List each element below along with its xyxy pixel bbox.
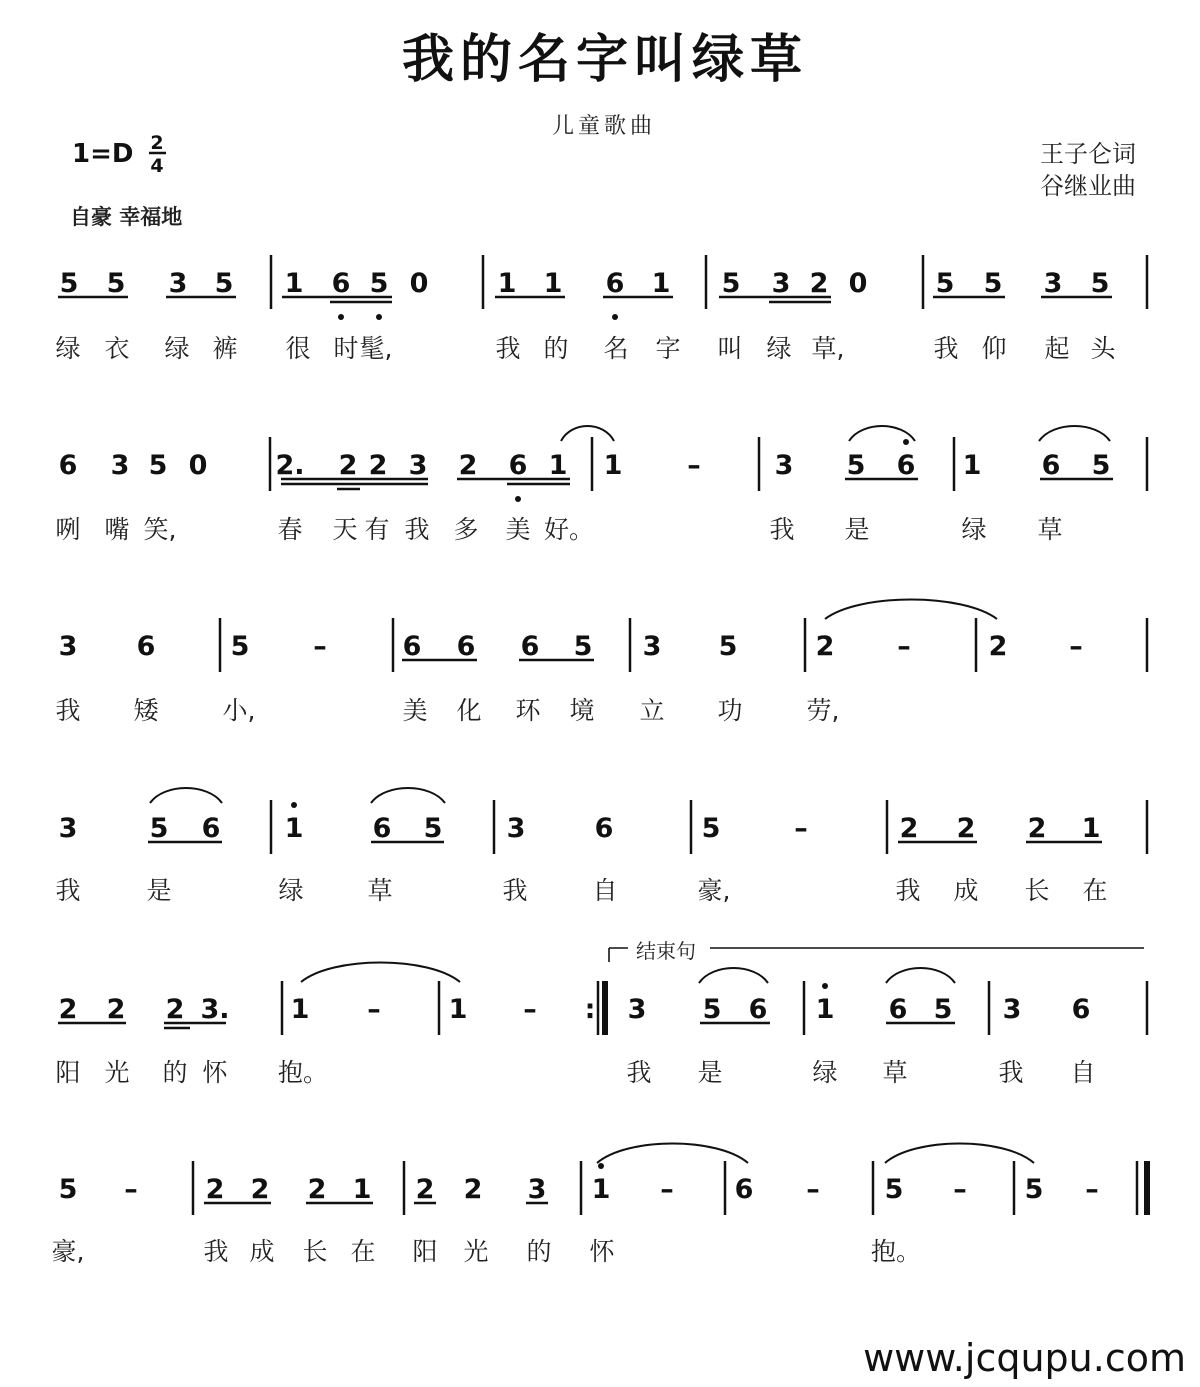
note: 2 xyxy=(368,450,388,481)
tempo-marking: 自豪 幸福地 xyxy=(70,205,183,229)
note: 5 xyxy=(702,994,722,1025)
lyric-char: 嘴 xyxy=(104,515,130,544)
octave-dot xyxy=(612,314,618,320)
note: 3 xyxy=(1002,994,1022,1025)
note-dash: – xyxy=(1069,631,1083,662)
lyric-char: 春 xyxy=(277,515,303,544)
note: 0 xyxy=(188,450,208,481)
note: 6 xyxy=(58,450,78,481)
note: 2 xyxy=(338,450,358,481)
lyric-char: 我 xyxy=(495,334,521,363)
note: 5 xyxy=(58,1174,78,1205)
note: 6 xyxy=(896,450,916,481)
note: 2 xyxy=(815,631,835,662)
lyric-char: 怀 xyxy=(589,1237,615,1266)
note-dash: – xyxy=(806,1174,820,1205)
note: 6 xyxy=(136,631,156,662)
lyric-char: 的 xyxy=(526,1237,552,1266)
slur xyxy=(886,968,955,983)
note: 1 xyxy=(548,450,568,481)
lyric-char: 劳, xyxy=(806,696,840,725)
note: 5 xyxy=(721,268,741,299)
lyric-char: 美 xyxy=(402,696,428,725)
lyric-char: 是 xyxy=(844,515,870,544)
octave-dot xyxy=(598,1163,604,1169)
note: 0 xyxy=(409,268,429,299)
note: 3 xyxy=(110,450,130,481)
lyric-char: 怀 xyxy=(202,1058,228,1087)
lyric-char: 立 xyxy=(639,696,665,725)
lyric-char: 多 xyxy=(453,515,479,544)
note: 2 xyxy=(307,1174,327,1205)
lyric-char: 我 xyxy=(55,876,81,905)
lyric-char: 名 xyxy=(603,334,629,363)
note: 6 xyxy=(201,813,221,844)
lyric-char: 是 xyxy=(697,1058,723,1087)
lyric-char: 绿 xyxy=(961,515,987,544)
note: 1 xyxy=(603,450,623,481)
lyric-char: 天 xyxy=(332,515,358,544)
lyric-char: 草, xyxy=(811,334,845,363)
slur xyxy=(301,963,460,983)
note: 3 xyxy=(506,813,526,844)
repeat-sign: : xyxy=(584,994,596,1025)
slur xyxy=(597,1144,748,1164)
note: 1 xyxy=(962,450,982,481)
note: 5 xyxy=(148,450,168,481)
octave-dot xyxy=(376,314,382,320)
slur xyxy=(885,1144,1034,1164)
lyric-char: 草 xyxy=(1037,515,1063,544)
note: 1 xyxy=(543,268,563,299)
ending-label: 结束句 xyxy=(636,939,696,963)
note: 3 xyxy=(771,268,791,299)
lyric-char: 头 xyxy=(1090,334,1116,363)
lyric-char: 抱。 xyxy=(277,1058,329,1087)
lyric-char: 仰 xyxy=(981,334,1007,363)
lyric-char: 时 xyxy=(333,334,359,363)
note: 1 xyxy=(284,268,304,299)
lyric-char: 好。 xyxy=(543,515,595,544)
lyric-char: 字 xyxy=(655,334,681,363)
lyric-char: 绿 xyxy=(766,334,792,363)
octave-dot xyxy=(291,802,297,808)
lyric-char: 绿 xyxy=(278,876,304,905)
lyric-char: 绿 xyxy=(55,334,81,363)
note: 1 xyxy=(284,813,304,844)
note: 5 xyxy=(369,268,389,299)
note: 2 xyxy=(988,631,1008,662)
note: 5 xyxy=(983,268,1003,299)
note: 6 xyxy=(456,631,476,662)
note: 3 xyxy=(642,631,662,662)
system-6 xyxy=(52,1161,1147,1266)
note: 5 xyxy=(846,450,866,481)
lyric-char: 咧 xyxy=(55,515,81,544)
lyric-char: 我 xyxy=(626,1058,652,1087)
note: 5 xyxy=(1091,450,1111,481)
note: 1 xyxy=(591,1174,611,1205)
note: 1 xyxy=(651,268,671,299)
note: 5 xyxy=(59,268,79,299)
song-title: 我的名字叫绿草 xyxy=(401,29,809,90)
lyric-char: 草 xyxy=(882,1058,908,1087)
note: 2 xyxy=(250,1174,270,1205)
note: 1 xyxy=(815,994,835,1025)
octave-dot xyxy=(515,496,521,502)
lyric-char: 境 xyxy=(569,696,595,725)
lyric-char: 的 xyxy=(162,1058,188,1087)
slur xyxy=(561,426,614,441)
note-dash: – xyxy=(660,1174,674,1205)
lyric-char: 阳 xyxy=(412,1237,438,1266)
note-dash: – xyxy=(953,1174,967,1205)
system-2 xyxy=(55,437,1147,544)
lyric-char: 绿 xyxy=(164,334,190,363)
note: 1 xyxy=(1081,813,1101,844)
lyric-char: 我 xyxy=(895,876,921,905)
slur xyxy=(150,788,222,803)
lyric-char: 很 xyxy=(285,334,311,363)
note: 6 xyxy=(331,268,351,299)
note: 2 xyxy=(58,994,78,1025)
lyric-char: 矮 xyxy=(133,696,159,725)
note-dash: – xyxy=(687,450,701,481)
lyric-char: 叫 xyxy=(717,334,743,363)
note: 2 xyxy=(415,1174,435,1205)
octave-dot xyxy=(903,439,909,445)
note: 6 xyxy=(402,631,422,662)
note: 5 xyxy=(718,631,738,662)
system-5 xyxy=(55,981,1147,1087)
note: 5 xyxy=(106,268,126,299)
lyric-char: 光 xyxy=(104,1058,130,1087)
lyric-char: 在 xyxy=(350,1237,376,1266)
lyric-char: 小, xyxy=(222,696,256,725)
system-1 xyxy=(55,255,1147,363)
note: 6 xyxy=(508,450,528,481)
note: 2 xyxy=(809,268,829,299)
lyric-char: 我 xyxy=(404,515,430,544)
note-dash: – xyxy=(367,994,381,1025)
ending-bracket xyxy=(609,936,1144,963)
lyric-char: 绿 xyxy=(812,1058,838,1087)
octave-dot xyxy=(338,314,344,320)
note: 2 xyxy=(205,1174,225,1205)
lyric-char: 成 xyxy=(953,876,979,905)
note: 5 xyxy=(1090,268,1110,299)
system-3 xyxy=(55,618,1147,725)
note: 6 xyxy=(888,994,908,1025)
note-dash: – xyxy=(523,994,537,1025)
note: 2. xyxy=(275,450,305,481)
lyric-char: 豪, xyxy=(51,1237,85,1266)
note: 6 xyxy=(1071,994,1091,1025)
note: 5 xyxy=(214,268,234,299)
lyric-char: 功 xyxy=(717,696,743,725)
lyric-char: 自 xyxy=(1070,1058,1096,1087)
note: 2 xyxy=(899,813,919,844)
lyric-char: 起 xyxy=(1044,334,1070,363)
note: 3 xyxy=(527,1174,547,1205)
note: 2 xyxy=(463,1174,483,1205)
lyric-char: 我 xyxy=(933,334,959,363)
note: 5 xyxy=(149,813,169,844)
note-dash: – xyxy=(1085,1174,1099,1205)
lyric-char: 抱。 xyxy=(870,1237,922,1266)
composer-credit: 谷继业曲 xyxy=(1040,172,1136,200)
lyric-char: 化 xyxy=(456,696,482,725)
key-signature: 1=D xyxy=(72,139,134,169)
lyric-char: 我 xyxy=(203,1237,229,1266)
lyric-char: 我 xyxy=(55,696,81,725)
note: 2 xyxy=(956,813,976,844)
note: 6 xyxy=(372,813,392,844)
note: 1 xyxy=(497,268,517,299)
note-dash: – xyxy=(313,631,327,662)
lyric-char: 裤 xyxy=(212,334,238,363)
note: 5 xyxy=(701,813,721,844)
note-dash: – xyxy=(794,813,808,844)
note: 3 xyxy=(774,450,794,481)
lyric-char: 我 xyxy=(769,515,795,544)
note-dash: – xyxy=(124,1174,138,1205)
lyric-char: 髦, xyxy=(359,334,393,363)
note: 2 xyxy=(106,994,126,1025)
slur xyxy=(1039,426,1110,441)
site-watermark: www.jcqupu.com xyxy=(863,1336,1186,1380)
note: 5 xyxy=(935,268,955,299)
note-dash: – xyxy=(897,631,911,662)
note: 5 xyxy=(884,1174,904,1205)
note: 1 xyxy=(352,1174,372,1205)
lyric-char: 是 xyxy=(146,876,172,905)
note: 3 xyxy=(408,450,428,481)
note: 5 xyxy=(573,631,593,662)
note: 3 xyxy=(168,268,188,299)
note: 1 xyxy=(290,994,310,1025)
time-signature-top: 2 xyxy=(150,132,164,154)
note: 6 xyxy=(1041,450,1061,481)
lyric-char: 光 xyxy=(463,1237,489,1266)
time-signature-bottom: 4 xyxy=(150,155,164,177)
slur xyxy=(371,788,445,803)
lyric-char: 在 xyxy=(1082,876,1108,905)
note: 0 xyxy=(848,268,868,299)
note: 5 xyxy=(423,813,443,844)
note: 5 xyxy=(933,994,953,1025)
lyric-char: 有 xyxy=(364,515,390,544)
song-subtitle: 儿童歌曲 xyxy=(551,114,657,139)
note: 2 xyxy=(458,450,478,481)
slur xyxy=(699,968,768,983)
slur xyxy=(849,426,915,441)
note: 1 xyxy=(448,994,468,1025)
lyricist-credit: 王子仑词 xyxy=(1040,140,1136,168)
lyric-char: 环 xyxy=(515,696,541,725)
note: 3. xyxy=(200,994,230,1025)
note: 6 xyxy=(520,631,540,662)
note: 2 xyxy=(165,994,185,1025)
lyric-char: 我 xyxy=(502,876,528,905)
lyric-char: 长 xyxy=(302,1237,328,1266)
lyric-char: 自 xyxy=(592,876,618,905)
note: 6 xyxy=(594,813,614,844)
lyric-char: 笑, xyxy=(143,515,177,544)
note: 3 xyxy=(1043,268,1063,299)
lyric-char: 草 xyxy=(367,876,393,905)
note: 6 xyxy=(748,994,768,1025)
note: 3 xyxy=(58,813,78,844)
lyric-char: 成 xyxy=(249,1237,275,1266)
note: 2 xyxy=(1027,813,1047,844)
note: 3 xyxy=(627,994,647,1025)
lyric-char: 衣 xyxy=(104,334,130,363)
system-4 xyxy=(55,800,1147,905)
lyric-char: 的 xyxy=(543,334,569,363)
slur xyxy=(825,600,997,620)
lyric-char: 豪, xyxy=(697,876,731,905)
octave-dot xyxy=(822,983,828,989)
note: 3 xyxy=(58,631,78,662)
note: 5 xyxy=(230,631,250,662)
lyric-char: 长 xyxy=(1024,876,1050,905)
lyric-char: 阳 xyxy=(55,1058,81,1087)
lyric-char: 美 xyxy=(505,515,531,544)
note: 6 xyxy=(605,268,625,299)
lyric-char: 我 xyxy=(998,1058,1024,1087)
note: 6 xyxy=(734,1174,754,1205)
note: 5 xyxy=(1024,1174,1044,1205)
